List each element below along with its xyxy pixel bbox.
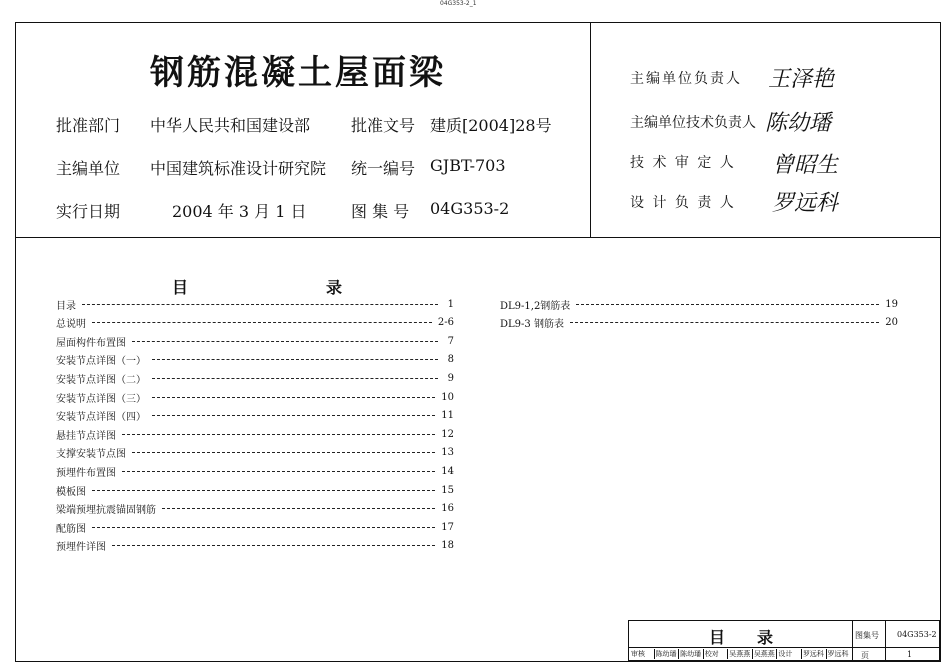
title-block-signoff-row — [630, 649, 850, 659]
toc-leader-dashes — [132, 341, 438, 342]
toc-entry-page: 16 — [441, 503, 454, 515]
header-divider — [16, 237, 940, 238]
toc-entry-page: 11 — [441, 410, 454, 422]
toc-heading-right: 录 — [326, 278, 343, 297]
title-block-signoff-cell: 罗远科 — [802, 650, 824, 658]
toc-entry-title: 总说明 — [56, 319, 86, 331]
design-lead-label: 设 计 负 责 人 — [630, 195, 736, 211]
toc-entry-page: 2-6 — [437, 317, 454, 329]
toc-entry — [56, 408, 454, 424]
toc-leader-dashes — [152, 378, 438, 379]
toc-entry-page: 8 — [447, 354, 454, 366]
toc-entry-page: 14 — [441, 465, 454, 477]
toc-entry-title: 安装节点详图（二） — [56, 374, 146, 386]
toc-entry-title: 预埋件详图 — [56, 542, 106, 554]
effective-date-value: 2004 年 3 月 1 日 — [172, 202, 307, 221]
atlas-no-label: 图 集 号 — [351, 202, 410, 221]
page-cell-label: 页 — [861, 651, 869, 660]
toc-entry — [56, 333, 454, 349]
title-block-signoff-cell: 罗远科 — [827, 650, 849, 658]
technical-reviewer-label: 技 术 审 定 人 — [630, 155, 736, 171]
title-block-signoff-cell: 审核 — [631, 650, 645, 658]
toc-entry — [56, 538, 454, 554]
editor-unit-label: 主编单位 — [56, 159, 121, 178]
toc-entry — [56, 445, 454, 461]
toc-entry-title: 安装节点详图（一） — [56, 356, 146, 368]
toc-entry-title: 屋面构件布置图 — [56, 337, 126, 349]
toc-leader-dashes — [92, 527, 435, 528]
toc-entry — [56, 370, 454, 386]
approval-dept-label: 批准部门 — [56, 116, 121, 135]
title-block-signoff-cell: 设计 — [776, 649, 801, 659]
toc-entry-title: 梁端预埋抗震锚固钢筋 — [56, 505, 156, 517]
toc-entry-title: 预埋件布置图 — [56, 467, 116, 479]
toc-entry-title: 安装节点详图（四） — [56, 412, 146, 424]
title-block-signoff-cell: 吴燕燕 — [753, 650, 775, 658]
atlas-no-value: 04G353-2 — [430, 199, 510, 218]
toc-heading-left: 目 — [172, 278, 189, 297]
approval-doc-no-value: 建质[2004]28号 — [430, 116, 552, 135]
toc-leader-dashes — [576, 304, 879, 305]
toc-entry — [500, 315, 898, 331]
toc-entry — [56, 426, 454, 442]
toc-entry-title: 模板图 — [56, 486, 86, 498]
toc-entry — [56, 482, 454, 498]
title-block-title-left: 目 — [709, 628, 726, 647]
tech-head-signature: 陈幼璠 — [765, 111, 832, 136]
toc-leader-dashes — [570, 322, 879, 323]
unified-no-value: GJBT-703 — [430, 156, 506, 175]
toc-entry — [56, 389, 454, 405]
title-block-title-right: 录 — [757, 628, 774, 647]
toc-leader-dashes — [92, 490, 435, 491]
atlas-no-cell-value: 04G353-2 — [897, 630, 937, 639]
title-block — [628, 620, 940, 661]
toc-leader-dashes — [152, 359, 438, 360]
unified-no-label: 统一编号 — [351, 159, 416, 178]
toc-entry-title: DL9-1,2钢筋表 — [500, 300, 571, 312]
header-vertical-divider — [590, 23, 591, 237]
tech-head-label: 主编单位技术负责人 — [630, 115, 756, 131]
toc-entry-page: 7 — [447, 335, 454, 347]
chief-editor-label: 主编单位负责人 — [630, 71, 742, 87]
title-block-row-line — [629, 647, 939, 648]
sheet-id-label: 04G353-2_1 — [440, 0, 477, 7]
approval-doc-no-label: 批准文号 — [351, 116, 416, 135]
title-block-signoff-cell: 校对 — [703, 649, 728, 659]
title-block-divider — [852, 621, 853, 660]
toc-entry — [500, 296, 898, 312]
toc-entry — [56, 352, 454, 368]
toc-leader-dashes — [112, 545, 435, 546]
toc-entry — [56, 519, 454, 535]
toc-entry — [56, 296, 454, 312]
toc-leader-dashes — [152, 415, 435, 416]
toc-entry-page: 17 — [441, 521, 454, 533]
title-block-signoff-cell: 陈幼璠 — [680, 650, 702, 658]
toc-leader-dashes — [162, 508, 435, 509]
toc-entry-page: 18 — [441, 540, 454, 552]
title-block-signoff-cell: 吴燕燕 — [729, 650, 751, 658]
toc-leader-dashes — [92, 322, 432, 323]
toc-entry-page: 13 — [441, 447, 454, 459]
toc-entry-title: 目录 — [56, 300, 76, 312]
title-block-divider — [885, 621, 886, 660]
toc-entry-title: DL9-3 钢筋表 — [500, 319, 564, 331]
toc-entry-page: 10 — [441, 391, 454, 403]
chief-editor-signature: 王泽艳 — [768, 67, 835, 92]
toc-entry-page: 1 — [447, 298, 454, 310]
toc-entry-page: 9 — [447, 372, 454, 384]
approval-dept-value: 中华人民共和国建设部 — [150, 116, 311, 135]
toc-leader-dashes — [82, 304, 438, 305]
toc-entry — [56, 315, 454, 331]
toc-entry-page: 19 — [885, 298, 898, 310]
page-title: 钢筋混凝土屋面梁 — [150, 53, 446, 93]
toc-entry — [56, 463, 454, 479]
toc-entry-title: 悬挂节点详图 — [56, 430, 116, 442]
toc-entry-page: 20 — [885, 317, 898, 329]
title-block-signoff-cell: 陈幼璠 — [655, 650, 677, 658]
toc-leader-dashes — [122, 471, 435, 472]
toc-entry-title: 配筋图 — [56, 523, 86, 535]
toc-entry-title: 安装节点详图（三） — [56, 393, 146, 405]
toc-leader-dashes — [132, 452, 435, 453]
editor-unit-value: 中国建筑标准设计研究院 — [150, 159, 327, 178]
atlas-no-cell-label: 图集号 — [855, 631, 879, 640]
toc-entry-title: 支撑安装节点图 — [56, 449, 126, 461]
toc-leader-dashes — [122, 434, 435, 435]
toc-entry — [56, 501, 454, 517]
toc-entry-page: 15 — [441, 484, 454, 496]
toc-entry-page: 12 — [441, 428, 454, 440]
toc-leader-dashes — [152, 397, 435, 398]
page-cell-value: 1 — [907, 650, 913, 659]
effective-date-label: 实行日期 — [56, 202, 121, 221]
technical-reviewer-signature: 曾昭生 — [772, 153, 839, 178]
design-lead-signature: 罗远科 — [772, 191, 839, 216]
